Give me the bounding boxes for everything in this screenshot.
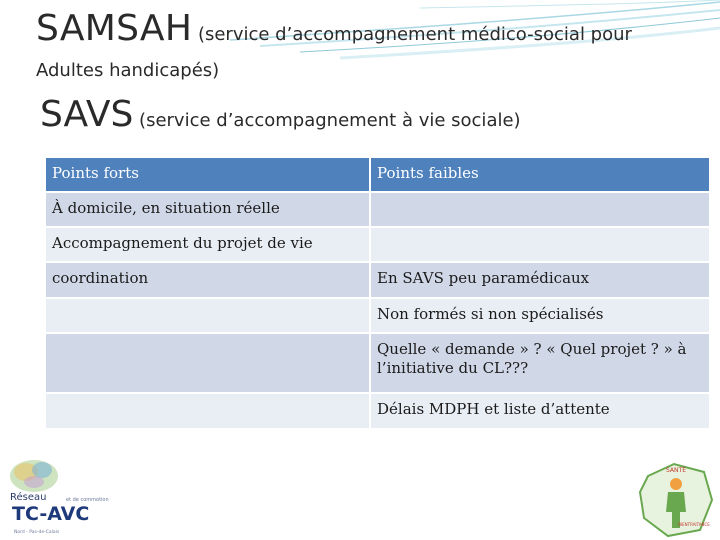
- title-samsah-description: (service d’accompagnement médico-social pour: [192, 24, 632, 45]
- table-cell: Non formés si non spécialisés: [370, 298, 710, 333]
- table-cell: [370, 227, 710, 262]
- table-cell: En SAVS peu paramédicaux: [370, 262, 710, 298]
- table-cell: [370, 192, 710, 227]
- logo-tc-avc-label: TC-AVC: [12, 503, 90, 525]
- table-cell: [45, 393, 370, 429]
- table-row: [45, 298, 710, 333]
- table-row: [45, 227, 710, 262]
- title-samsah-continuation: Adultes handicapés): [36, 60, 220, 81]
- title-savs-description: (service d’accompagnement à vie sociale): [133, 110, 521, 131]
- title-savs-acronym: SAVS: [40, 94, 134, 135]
- table-cell: Accompagnement du projet de vie: [45, 227, 370, 262]
- logo-reseau-label: Réseau: [10, 492, 47, 503]
- sante-bientraitance-logo-icon: [634, 456, 718, 540]
- header-points-forts: Points forts: [45, 157, 370, 192]
- table-cell: Délais MDPH et liste d’attente: [370, 393, 710, 429]
- table-cell: coordination: [45, 262, 370, 298]
- svg-text:BIENTRAITANCE: BIENTRAITANCE: [678, 522, 710, 527]
- table-cell: À domicile, en situation réelle: [45, 192, 370, 227]
- table-cell: [45, 333, 370, 393]
- table-row: [45, 393, 710, 429]
- table-cell: [45, 298, 370, 333]
- title-samsah: [36, 8, 632, 49]
- table-cell: Quelle « demande » ? « Quel projet ? » à l’initiative du CL???: [370, 333, 710, 393]
- table-header-row: [45, 157, 710, 192]
- table-row: [45, 192, 710, 227]
- logo-commotion-label: et de commotion: [66, 497, 109, 503]
- logo-region-label: Nord - Pas-de-Calais: [14, 530, 60, 535]
- svg-text:SANTÉ: SANTÉ: [666, 467, 686, 474]
- title-samsah-acronym: SAMSAH: [36, 8, 193, 49]
- table-row: [45, 333, 710, 393]
- table-row: [45, 262, 710, 298]
- title-savs: [40, 94, 521, 135]
- strengths-weaknesses-table: [44, 156, 711, 430]
- header-points-faibles: Points faibles: [370, 157, 710, 192]
